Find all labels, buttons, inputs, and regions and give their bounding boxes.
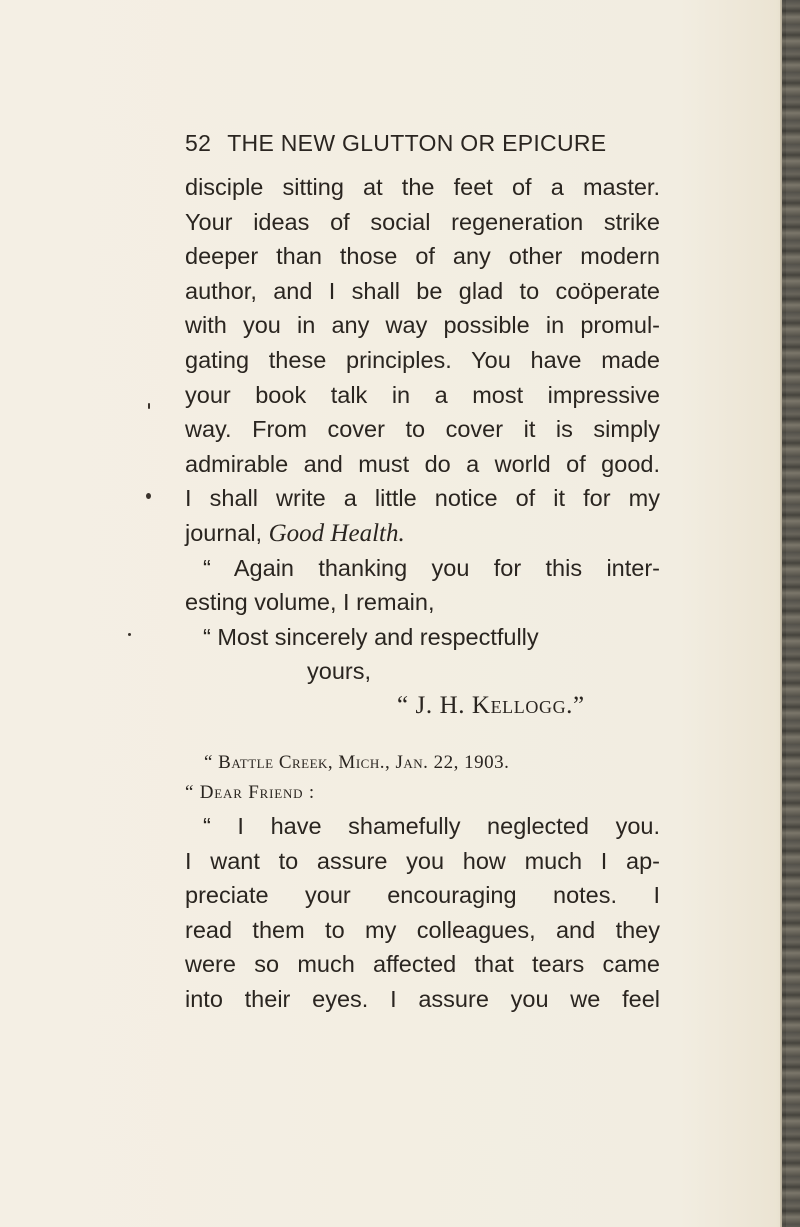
text-line: I want to assure you how much I ap- [185, 847, 660, 874]
text-line: way. From cover to cover it is simply [185, 416, 660, 443]
text-line: gating these principles. You have made [185, 346, 660, 373]
closing-yours: yours, [307, 658, 371, 685]
text-line: author, and I shall be glad to coöperate [185, 277, 660, 304]
journal-prefix: journal, [185, 519, 269, 546]
signature: “ J. H. Kellogg.” [397, 691, 585, 719]
text-line: were so much affected that tears came [185, 951, 660, 978]
letter-dateline: “ Battle Creek, Mich., Jan. 22, 1903. [204, 752, 510, 773]
text-line: disciple sitting at the feet of a master. [185, 174, 660, 200]
text-line: esting volume, I remain, [185, 589, 435, 616]
text-line: read them to my colleagues, and they [185, 916, 660, 943]
text-line: deeper than those of any other modern [185, 243, 660, 270]
running-head [185, 130, 606, 157]
text-line: with you in any way possible in promul- [185, 312, 660, 339]
print-speck [128, 633, 131, 636]
text-line: admirable and must do a world of good. [185, 450, 660, 477]
journal-title: Good Health. [268, 519, 405, 547]
text-line [185, 516, 660, 551]
print-speck [148, 403, 150, 409]
text-line: “ I have shamefully neglected you. [203, 813, 660, 839]
text-line: your book talk in a most impressive [185, 381, 660, 408]
text-line: preciate your encouraging notes. I [185, 882, 660, 909]
page-number: 52 [185, 130, 212, 156]
letter-salutation: “ Dear Friend : [185, 782, 315, 803]
print-speck [146, 493, 151, 499]
text-line: into their eyes. I assure you we feel [185, 985, 660, 1012]
book-title: THE NEW GLUTTON OR EPICURE [227, 130, 607, 156]
body-text [185, 170, 660, 724]
text-line: “ Again thanking you for this inter- [203, 554, 660, 581]
body-text-letter-2 [185, 809, 660, 1017]
closing-line: “ Most sincerely and respectfully [203, 623, 539, 650]
page-edge-binding [782, 0, 800, 1227]
text-line: Your ideas of social regeneration strike [185, 208, 660, 235]
text-line: I shall write a little notice of it for my [185, 485, 660, 512]
